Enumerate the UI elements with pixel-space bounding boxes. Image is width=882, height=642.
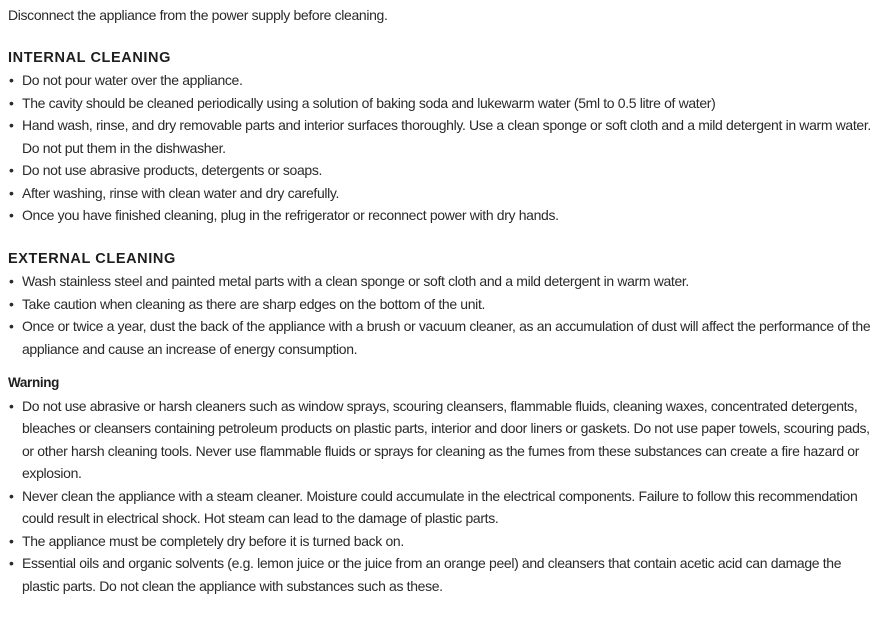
- section-heading: Warning: [8, 375, 60, 390]
- list-item: • Do not use abrasive or harsh cleaners such as window sprays, scouring cleansers, flammable fluids, cleaning waxes, concentrated detergents, bleaches or cleansers containing petroleum products on plastic parts, interior and door liners or gaskets. Do not use paper towels, scouring pads, or other harsh cleaning tools. Never use flammable fluids or sprays for cleaning as the fumes from these substances can create a fire hazard or explosion.: [8, 395, 872, 485]
- list-item: • Hand wash, rinse, and dry removable parts and interior surfaces thoroughly. Use a clean sponge or soft cloth and a mild detergent in warm water. Do not put them in the dishwasher.: [8, 114, 872, 159]
- section-heading: EXTERNAL CLEANING: [8, 250, 176, 267]
- list-item: • The cavity should be cleaned periodically using a solution of baking soda and lukewarm water (5ml to 0.5 litre of water): [8, 92, 872, 115]
- list-item: • Do not use abrasive products, detergents or soaps.: [8, 159, 872, 182]
- list-item: • After washing, rinse with clean water and dry carefully.: [8, 182, 872, 205]
- list-item: • Essential oils and organic solvents (e.g. lemon juice or the juice from an orange peel) and cleansers that contain acetic acid can damage the plastic parts. Do not clean the appliance with substances such as these.: [8, 552, 872, 597]
- list-item: • Once or twice a year, dust the back of the appliance with a brush or vacuum cleaner, as an accumulation of dust will affect the performance of the appliance and cause an increase of energy consumption.: [8, 315, 872, 360]
- section-heading: INTERNAL CLEANING: [8, 49, 171, 66]
- list-item: • Wash stainless steel and painted metal parts with a clean sponge or soft cloth and a mild detergent in warm water.: [8, 270, 872, 293]
- bullet-list: [8, 69, 872, 227]
- list-item: • Take caution when cleaning as there are sharp edges on the bottom of the unit.: [8, 293, 872, 316]
- list-item: • Do not pour water over the appliance.: [8, 69, 872, 92]
- external-cleaning-section: [8, 248, 872, 361]
- intro-text: Disconnect the appliance from the power supply before cleaning.: [8, 7, 388, 23]
- bullet-list: [8, 270, 872, 360]
- bullet-list: [8, 395, 872, 598]
- internal-cleaning-section: [8, 47, 872, 227]
- list-item: • Once you have finished cleaning, plug in the refrigerator or reconnect power with dry hands.: [8, 204, 872, 227]
- list-item: • The appliance must be completely dry before it is turned back on.: [8, 530, 872, 553]
- warning-section: [8, 372, 872, 597]
- list-item: • Never clean the appliance with a steam cleaner. Moisture could accumulate in the electrical components. Failure to follow this recommendation could result in electrical shock. Hot steam can lead to the damage of plastic parts.: [8, 485, 872, 530]
